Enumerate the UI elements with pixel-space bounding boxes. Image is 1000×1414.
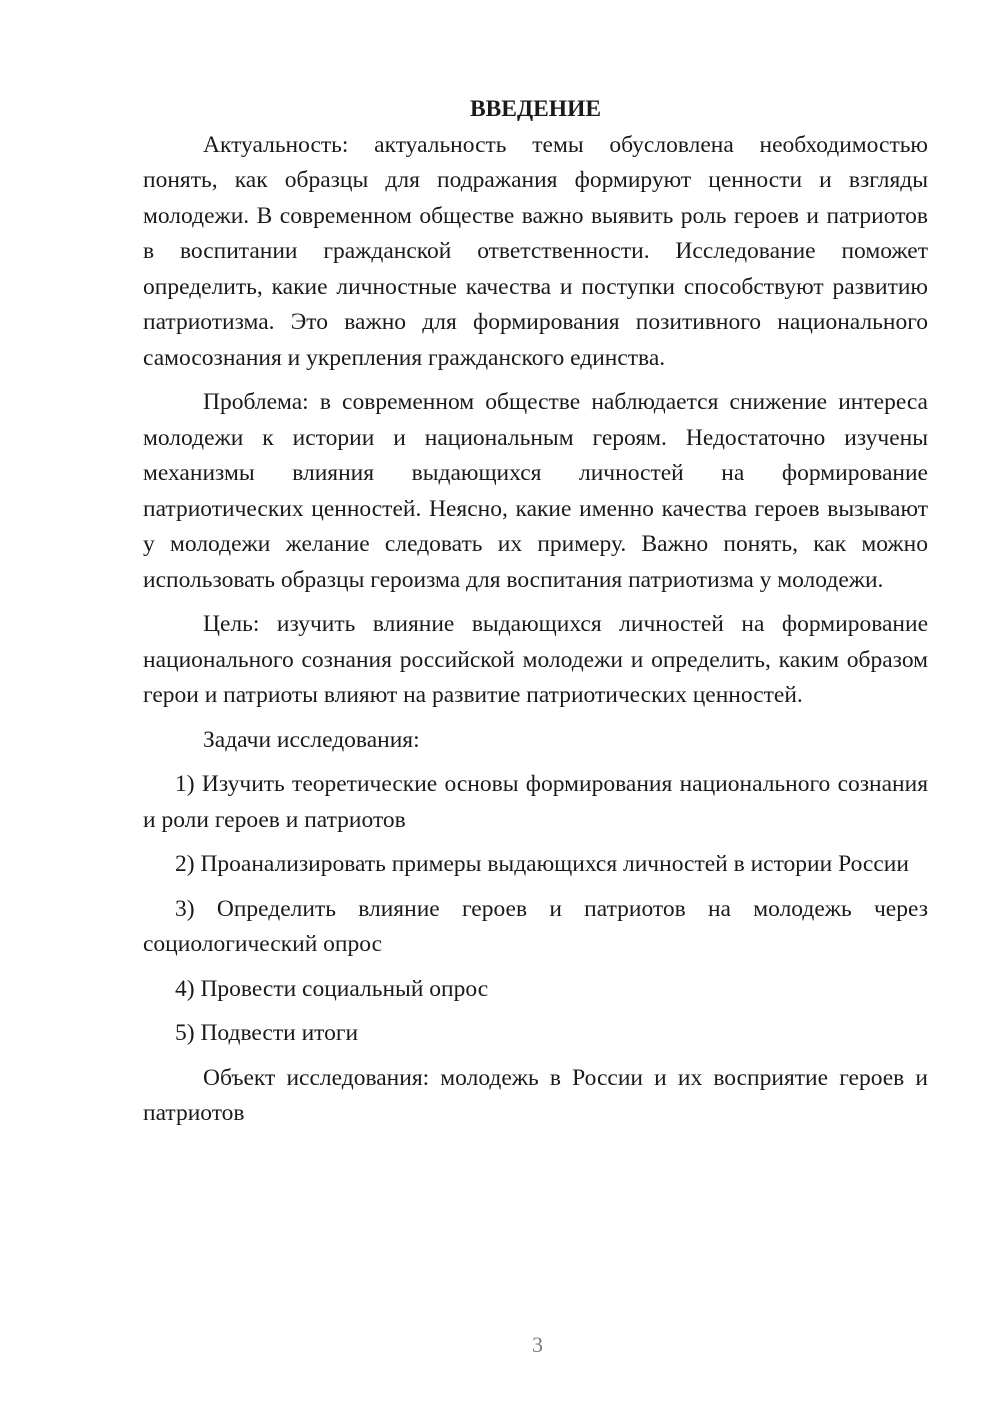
tasks-list: [143, 767, 928, 1052]
section-heading: ВВЕДЕНИЕ: [469, 96, 602, 122]
task-item-4: 4) Провести социальный опрос: [175, 975, 489, 1002]
page-number: 3: [532, 1332, 543, 1357]
task-item-2: 2) Проанализировать примеры выдающихся личностей в истории России: [175, 851, 909, 877]
document-body: [143, 92, 928, 1141]
paragraph-goal: Цель: изучить влияние выдающихся личностей на формирование национального сознания российской молодежи и определить, каким образом герои и патриоты влияют на развитие патриотических ценностей.: [143, 611, 928, 708]
paragraph-tasks-title: Задачи исследования:: [203, 726, 420, 753]
task-item-5: 5) Подвести итоги: [175, 1020, 359, 1046]
task-item-3: 3) Определить влияние героев и патриотов на молодежь через социологический опрос: [143, 895, 928, 957]
paragraph-object: Объект исследования: молодежь в России и их восприятие героев и патриотов: [143, 1064, 928, 1126]
paragraph-problem: Проблема: в современном обществе наблюдается снижение интереса молодежи к истории и национальным героям. Недостаточно изучены механизмы влияния выдающихся личностей на формирование патриотических ценностей. Неясно, какие именно качества героев вызывают у молодежи желание следовать их примеру. Важно понять, как можно использовать образцы героизма для воспитания патриотизма у молодежи.: [143, 389, 928, 593]
task-item-1: 1) Изучить теоретические основы формирования национального сознания и роли героев и патриотов: [143, 771, 928, 833]
paragraph-relevance: Актуальность: актуальность темы обусловлена необходимостью понять, как образцы для подражания формируют ценности и взгляды молодежи. В современном обществе важно выявить роль героев и патриотов в воспитании гражданской ответственности. Исследование поможет определить, какие личностные качества и поступки способствуют развитию патриотизма. Это важно для формирования позитивного национального самосознания и укрепления гражданского единства.: [143, 131, 928, 371]
